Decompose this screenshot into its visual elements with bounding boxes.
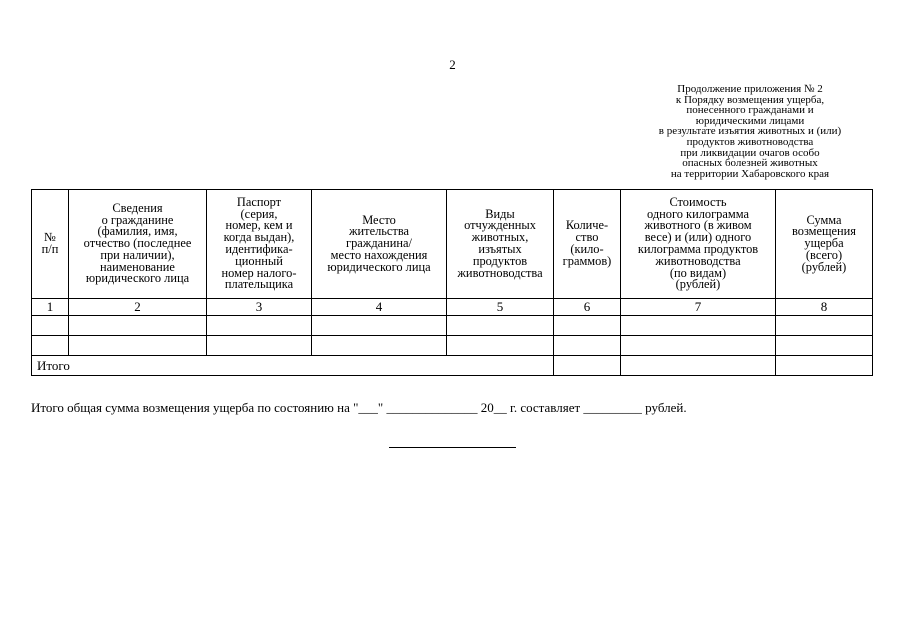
appendix-line: юридическими лицами <box>695 114 805 127</box>
appendix-line: к Порядку возмещения ущерба, <box>675 93 825 106</box>
table-cell <box>554 316 621 336</box>
damage-table <box>31 189 873 376</box>
table-cell <box>32 336 69 356</box>
column-number: 1 <box>32 299 69 316</box>
column-number: 4 <box>312 299 447 316</box>
table-cell <box>312 336 447 356</box>
header-cell-number: № п/п <box>32 190 69 299</box>
table-cell <box>776 336 873 356</box>
header-cell-total-sum: Сумма возмещения ущерба (всего) (рублей) <box>776 190 873 299</box>
appendix-line: в результате изъятия животных и (или) <box>658 125 842 138</box>
header-cell-animal-types: Виды отчужденных животных, изъятых продуктов животноводства <box>447 190 554 299</box>
column-number-row <box>32 299 873 316</box>
table-cell <box>312 316 447 336</box>
column-number: 3 <box>207 299 312 316</box>
column-number: 2 <box>69 299 207 316</box>
page-number: 2 <box>449 57 456 72</box>
column-number: 6 <box>554 299 621 316</box>
table-cell <box>207 336 312 356</box>
appendix-line: понесенного гражданами и <box>686 104 814 117</box>
appendix-header <box>610 84 890 179</box>
table-cell <box>776 316 873 336</box>
table-cell <box>621 316 776 336</box>
header-cell-passport: Паспорт (серия, номер, кем и когда выдан), идентифика- ционный номер налого- плательщика <box>207 190 312 299</box>
total-cell-sum <box>776 356 873 376</box>
signature-line <box>389 447 516 448</box>
table-cell <box>69 336 207 356</box>
header-cell-address: Место жительства гражданина/ место нахождения юридического лица <box>312 190 447 299</box>
header-row <box>32 190 873 299</box>
table-cell <box>554 336 621 356</box>
column-number: 5 <box>447 299 554 316</box>
table-cell <box>621 336 776 356</box>
total-label: Итого <box>32 356 554 376</box>
header-cell-person-info: Сведения о гражданине (фамилия, имя, отчество (последнее при наличии), наименование юридического лица <box>69 190 207 299</box>
header-cell-price: Стоимость одного килограмма животного (в живом весе) и (или) одного килограмма продуктов животноводства (по видам) (рублей) <box>621 190 776 299</box>
column-number: 7 <box>621 299 776 316</box>
appendix-line: продуктов животноводства <box>686 135 814 148</box>
total-row <box>32 356 873 376</box>
table-cell <box>447 316 554 336</box>
table-row <box>32 336 873 356</box>
total-cell-quantity <box>554 356 621 376</box>
appendix-line: опасных болезней животных <box>682 157 818 170</box>
table-cell <box>69 316 207 336</box>
appendix-line: Продолжение приложения № 2 <box>677 83 823 95</box>
summary-line: Итого общая сумма возмещения ущерба по состоянию на "___" ______________ 20__ г. составляет _________ рублей. <box>31 400 687 415</box>
table-cell <box>32 316 69 336</box>
header-cell-quantity: Количе- ство (кило- граммов) <box>554 190 621 299</box>
column-number: 8 <box>776 299 873 316</box>
table-cell <box>447 336 554 356</box>
table-cell <box>207 316 312 336</box>
appendix-line: при ликвидации очагов особо <box>680 146 820 159</box>
total-cell-price <box>621 356 776 376</box>
appendix-line: на территории Хабаровского края <box>670 167 830 180</box>
table-row <box>32 316 873 336</box>
